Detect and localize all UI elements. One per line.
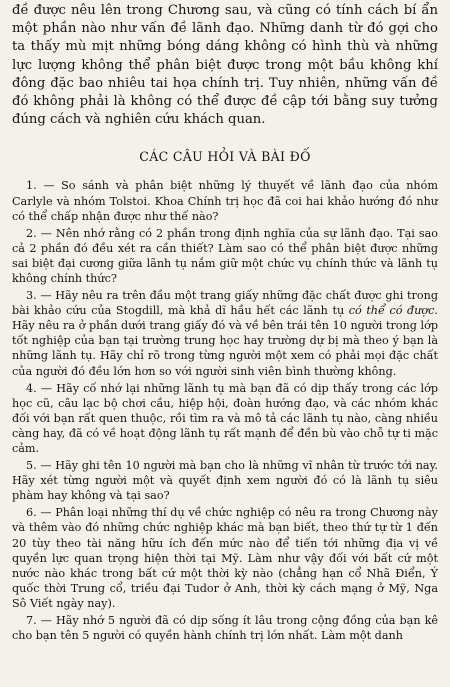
question-7: 7. — Hãy nhớ 5 người đã có dịp sống ít lâu trong cộng đồng của bạn kê cho bạn tên 5 người có quyền hành chính trị lớn nhất. Làm một danh bbox=[12, 614, 438, 643]
question-6: 6. — Phân loại những thí dụ về chức nghiệp có nêu ra trong Chương này và thêm vào đó những chức nghiệp khác mà bạn biết, theo thứ tự từ 1 đến 20 tùy theo tài năng hữu ích đến mức nào để tiến tới những địa vị về quyền lực quan trọng hiện thời tại Mỹ. Làm như vậy đối với bất cứ một nước nào khác trong bất cứ một thời kỳ nào (chẳng hạn cổ Nhã Điển, Ý quốc thời Trung cổ, triều đại Tudor ở Anh, thời kỳ cách mạng ở Mỹ, Nga Sô Viết ngày nay). bbox=[12, 506, 438, 610]
section-title: CÁC CÂU HỎI VÀ BÀI ĐỐ bbox=[139, 149, 311, 165]
question-3-emphasis: có thể có được. bbox=[348, 304, 438, 318]
question-5: 5. — Hãy ghi tên 10 người mà bạn cho là những vĩ nhân từ trước tới nay. Hãy xét từng người một và quyết định xem người đó có là lãnh tụ siêu phàm hay không và tại sao? bbox=[12, 459, 438, 503]
question-2: 2. — Nên nhớ rằng có 2 phần trong định nghĩa của sự lãnh đạo. Tại sao cả 2 phần đó đều xét ra cần thiết? Làm sao có thể phân biệt được những sai biệt đại cương giữa lãnh tụ nắm giữ một chức vụ chính thức và lãnh tụ không chính thức? bbox=[12, 226, 438, 285]
question-1: 1. — So sánh và phân biệt những lý thuyết về lãnh đạo của nhóm Carlyle và nhóm Tolstoi. Khoa Chính trị học đã coi hai khảo hướng đó như có thể chấp nhận được như thế nào? bbox=[12, 179, 438, 223]
intro-section bbox=[12, 2, 438, 129]
question-3-text-before: 3. — Hãy nêu ra trên đầu một trang giấy những đặc chất được ghi trong bài khảo cứu của Stogdill, mà khả dĩ hầu hết các lãnh tụ bbox=[12, 289, 438, 318]
question-3-text-after: Hãy nêu ra ở phần dưới trang giấy đó và về bên trái tên 10 người trong lớp tốt nghiệp của bạn tại trường trung học hay trường dự bị mà theo ý bạn là những lãnh tụ. Hãy chỉ rõ trong từng người một xem có phải mọi đặc chất của người đó đều lớn hơn so với người sinh viên bình thường không. bbox=[12, 319, 438, 378]
question-3 bbox=[12, 288, 438, 379]
question-4: 4. — Hãy cố nhớ lại những lãnh tụ mà bạn đã có dịp thấy trong các lớp học cũ, câu lạc bộ chơi cầu, hiệp hội, đoàn hướng đạo, và các nhóm khác đối với bạn rất quen thuộc, rồi tìm ra và mô tả các lãnh tụ nào, càng nhiều càng hay, đã có về hoạt động lãnh tụ rất mạnh để đền bù vào chỗ tự ti mặc cảm. bbox=[12, 381, 438, 456]
questions-list bbox=[12, 178, 438, 643]
intro-paragraph: đề được nêu lên trong Chương sau, và cũng có tính cách bí ẩn một phần nào như vấn đề lãnh đạo. Những danh từ đó gợi cho ta thấy mù mịt những bóng dáng không có hình thù và những lực lượng không thể phân biệt được trong một bầu không khí đông đặc bao nhiêu tai họa chính trị. Tuy nhiên, những vấn đề đó không phải là không có thể được đề cập tới bằng suy tưởng đúng cách và nghiên cứu khách quan. bbox=[12, 3, 438, 128]
